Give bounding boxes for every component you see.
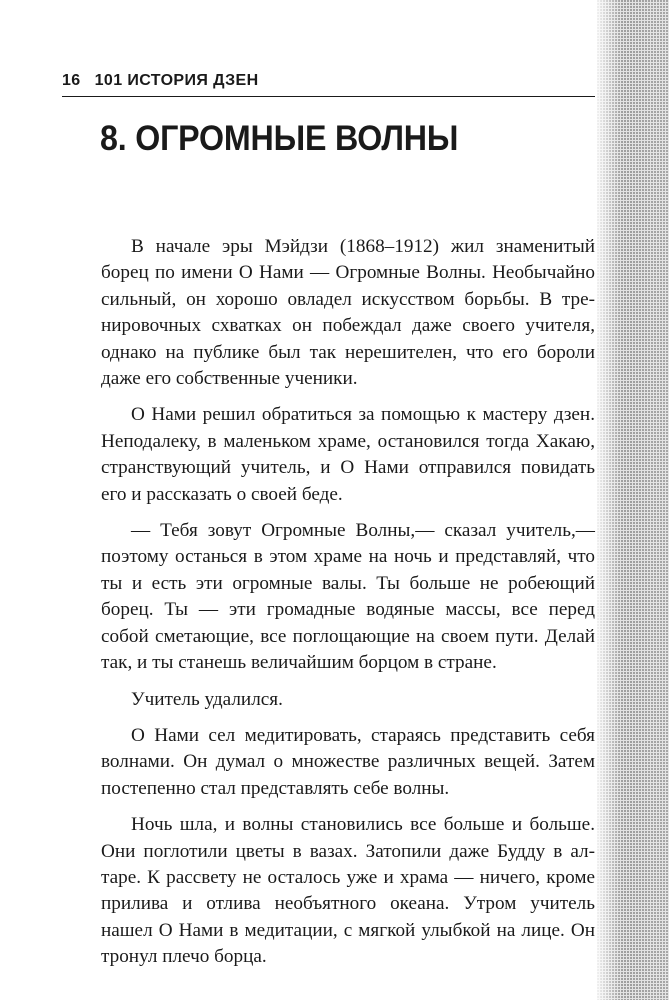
- paragraph: Ночь шла, и волны становились все больше и больше. Они поглотили цветы в вазах. Затопили даже Будду в алтаре. К рассвету не осталось уже и храма — ничего, кроме прилива и отлива необъятного океана. Утром учитель нашел О Нами в медитации, с мягкой улыбкой на лице. Он тронул плечо борца.: [101, 814, 595, 968]
- book-title: 101 ИСТОРИЯ ДЗЕН: [94, 72, 259, 89]
- paragraph: В начале эры Мэйдзи (1868–1912) жил знаменитый борец по имени О Нами — Огромные Волны. Необычайно сильный, он хорошо овладел искусством борьбы. В тренировочных схватках он побеждал даже своего учителя, однако на публике был так нерешителен, что его бороли даже его собственные ученики.: [101, 236, 595, 390]
- running-header: [62, 72, 594, 90]
- page-edge-shading: [597, 0, 669, 1000]
- paragraph: О Нами сел медитировать, стараясь представить себя волнами. Он думал о множестве различных вещей. Затем постепенно стал представлять себе волны.: [101, 724, 595, 799]
- chapter-title: 8. ОГРОМНЫЕ ВОЛНЫ: [100, 119, 459, 158]
- paragraph: Учитель удалился.: [131, 688, 283, 710]
- paragraph: О Нами решил обратиться за помощью к мастеру дзен. Неподалеку, в маленьком храме, остановился тогда Хакаю, странствующий учитель, и О Нами отправился повидать его и рассказать о своей беде.: [101, 404, 595, 505]
- story-text: [101, 234, 595, 981]
- page-number: 16: [62, 72, 81, 89]
- header-rule: [62, 96, 595, 97]
- paragraph: — Тебя зовут Огромные Волны,— сказал учитель,— поэтому останься в этом храме на ночь и представляй, что ты и есть эти огромные валы. Ты больше не робеющий борец. Ты — эти громадные водяные массы, все перед собой сметающие, все поглощающие на своем пути. Делай так, и ты станешь величайшим борцом в стране.: [101, 520, 595, 674]
